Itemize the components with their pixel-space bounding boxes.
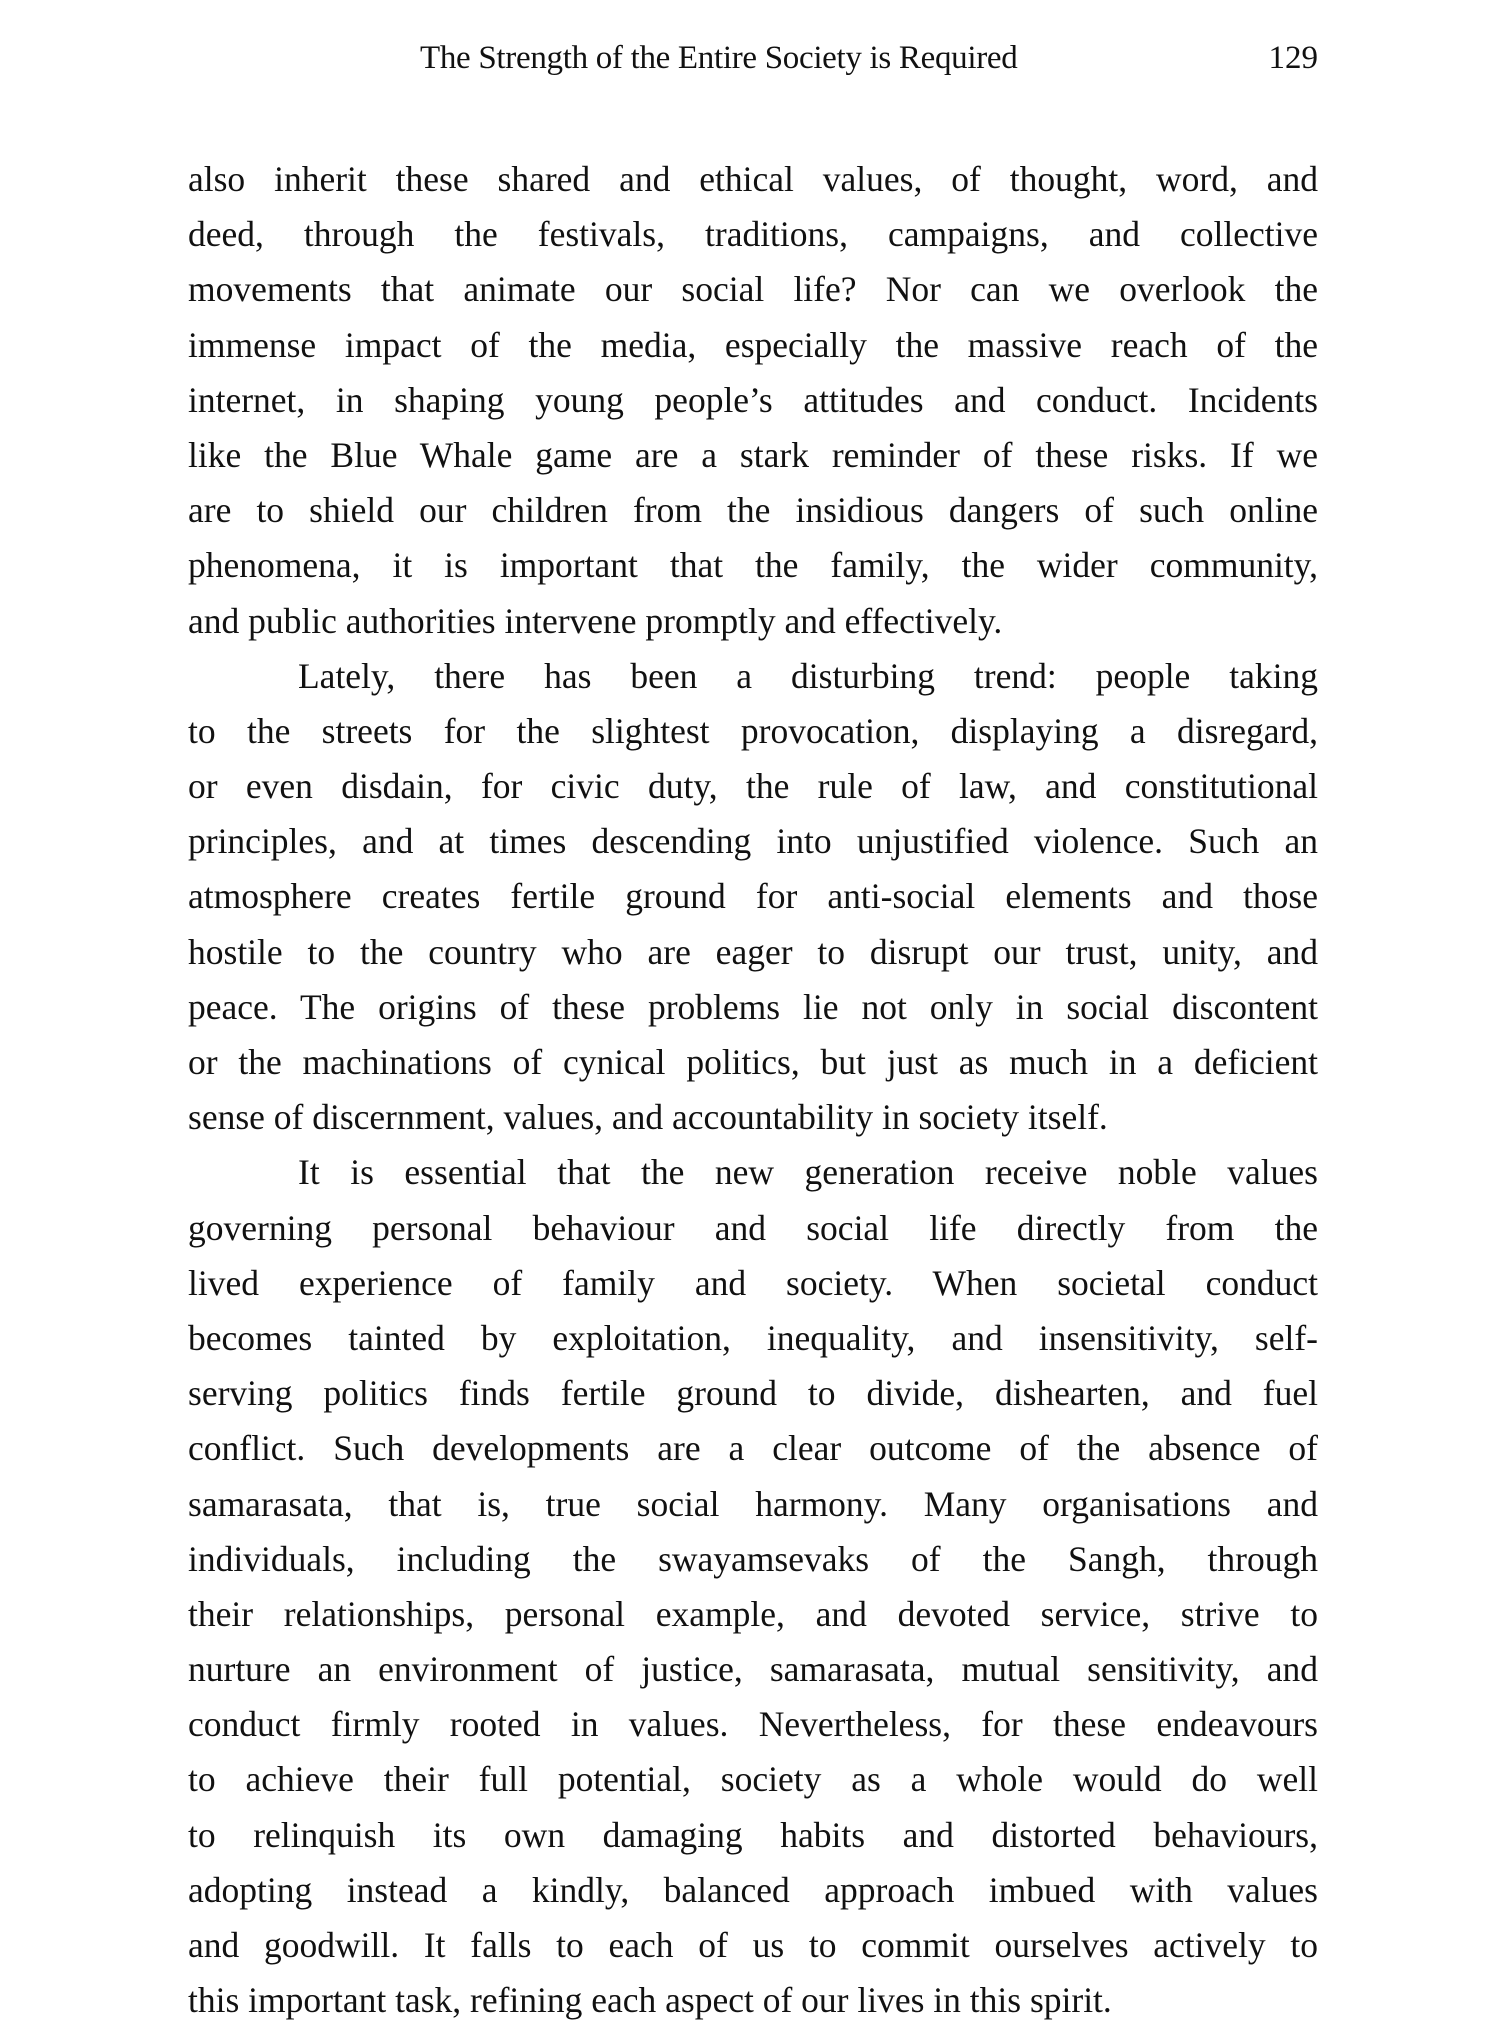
text-line: sense of discernment, values, and accountability in society itself. <box>188 1097 1108 1138</box>
text-line: internet, in shaping young people’s attitudes and conduct. Incidents <box>188 379 1318 420</box>
text-line: and goodwill. It falls to each of us to commit ourselves actively to <box>188 1925 1318 1965</box>
text-line: becomes tainted by exploitation, inequality, and insensitivity, self- <box>188 1317 1318 1358</box>
text-line: atmosphere creates fertile ground for anti-social elements and those <box>188 876 1318 917</box>
text-line: this important task, refining each aspect of our lives in this spirit. <box>188 1980 1112 2021</box>
text-line: conduct firmly rooted in values. Nevertheless, for these endeavours <box>188 1704 1318 1745</box>
text-line: principles, and at times descending into unjustified violence. Such an <box>188 821 1318 862</box>
text-line: Lately, there has been a disturbing trend: people taking <box>298 655 1318 696</box>
text-line: to achieve their full potential, society as a whole would do well <box>188 1759 1318 1800</box>
text-line: lived experience of family and society. When societal conduct <box>188 1262 1318 1303</box>
text-line: to relinquish its own damaging habits and distorted behaviours, <box>188 1814 1318 1855</box>
text-line: and public authorities intervene promptly and effectively. <box>188 600 1003 641</box>
text-line: It is essential that the new generation receive noble values <box>298 1152 1318 1193</box>
text-line: also inherit these shared and ethical values, of thought, word, and <box>188 159 1318 199</box>
page-number: 129 <box>1268 40 1318 76</box>
text-line: hostile to the country who are eager to disrupt our trust, unity, and <box>188 931 1318 972</box>
text-line: samarasata, that is, true social harmony. Many organisations and <box>188 1483 1318 1524</box>
page-header <box>188 40 1318 90</box>
text-line: nurture an environment of justice, samarasata, mutual sensitivity, and <box>188 1649 1318 1690</box>
text-line: to the streets for the slightest provocation, displaying a disregard, <box>188 710 1318 751</box>
paragraph <box>188 1145 1318 2028</box>
paragraph <box>188 649 1318 1146</box>
text-line: serving politics finds fertile ground to divide, dishearten, and fuel <box>188 1373 1318 1414</box>
text-line: their relationships, personal example, and devoted service, strive to <box>188 1593 1318 1634</box>
text-line: movements that animate our social life? Nor can we overlook the <box>188 269 1318 310</box>
text-line: conflict. Such developments are a clear outcome of the absence of <box>188 1428 1318 1469</box>
text-line: are to shield our children from the insidious dangers of such online <box>188 490 1318 531</box>
text-line: deed, through the festivals, traditions, campaigns, and collective <box>188 214 1318 255</box>
paragraph <box>188 152 1318 649</box>
text-line: adopting instead a kindly, balanced approach imbued with values <box>188 1869 1318 1910</box>
text-line: individuals, including the swayamsevaks of the Sangh, through <box>188 1538 1318 1579</box>
running-title: The Strength of the Entire Society is Required <box>420 40 1018 76</box>
text-line: or the machinations of cynical politics, but just as much in a deficient <box>188 1042 1318 1082</box>
text-line: immense impact of the media, especially the massive reach of the <box>188 324 1318 365</box>
page-body <box>188 152 1318 2028</box>
text-line: or even disdain, for civic duty, the rule of law, and constitutional <box>188 766 1318 807</box>
text-line: phenomena, it is important that the family, the wider community, <box>188 545 1318 586</box>
text-line: peace. The origins of these problems lie not only in social discontent <box>188 986 1318 1027</box>
text-line: like the Blue Whale game are a stark reminder of these risks. If we <box>188 434 1318 475</box>
text-line: governing personal behaviour and social life directly from the <box>188 1207 1318 1248</box>
